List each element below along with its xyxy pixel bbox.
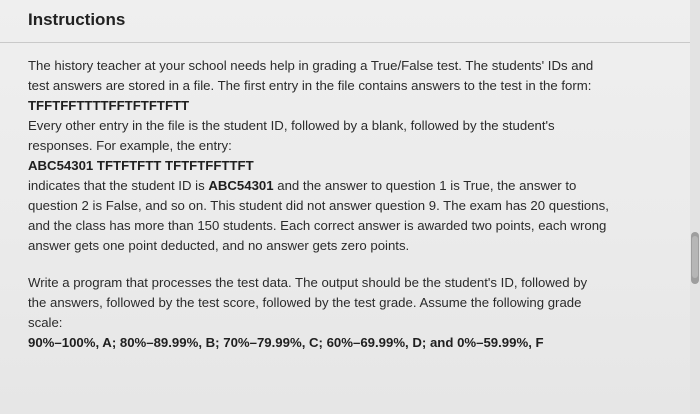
example-entry: ABC54301 TFTFTFTT TFTFTFFTTFT <box>28 158 254 173</box>
student-id-text-suffix: and the answer to question 1 is True, the answer to <box>273 178 577 193</box>
answer-key: TFFTFFTTTTFFTFTFTFTT <box>28 98 190 113</box>
student-id-text-prefix: indicates that the student ID is <box>28 178 209 193</box>
scrollbar-thumb-highlight <box>692 236 698 278</box>
problem-text-line: The history teacher at your school needs help in grading a True/False test. The students' IDs and <box>28 58 594 73</box>
problem-text-line: question 2 is False, and so on. This student did not answer question 9. The exam has 20 questions, <box>28 198 609 213</box>
instructions-content <box>28 56 668 353</box>
vertical-scrollbar[interactable] <box>690 0 700 414</box>
problem-text-line: test answers are stored in a file. The first entry in the file contains answers to the test in the form: <box>28 78 592 93</box>
student-id-example: ABC54301 <box>208 178 274 193</box>
problem-text-line: scale: <box>28 315 63 330</box>
problem-text-line <box>28 176 668 196</box>
grade-scale: 90%–100%, A; 80%–89.99%, B; 70%–79.99%, C; 60%–69.99%, D; and 0%–59.99%, F <box>28 335 544 350</box>
problem-text-line: the answers, followed by the test score, followed by the test grade. Assume the following grade <box>28 295 582 310</box>
problem-text-line: Write a program that processes the test data. The output should be the student's ID, followed by <box>28 275 588 290</box>
problem-text-line: responses. For example, the entry: <box>28 138 232 153</box>
page-title: Instructions <box>28 10 126 29</box>
problem-text-line: answer gets one point deducted, and no answer gets zero points. <box>28 238 410 253</box>
paragraph-gap <box>28 256 668 273</box>
problem-text-line: Every other entry in the file is the student ID, followed by a blank, followed by the student's <box>28 118 555 133</box>
problem-text-line: and the class has more than 150 students. Each correct answer is awarded two points, each wrong <box>28 218 607 233</box>
title-divider <box>0 42 690 43</box>
